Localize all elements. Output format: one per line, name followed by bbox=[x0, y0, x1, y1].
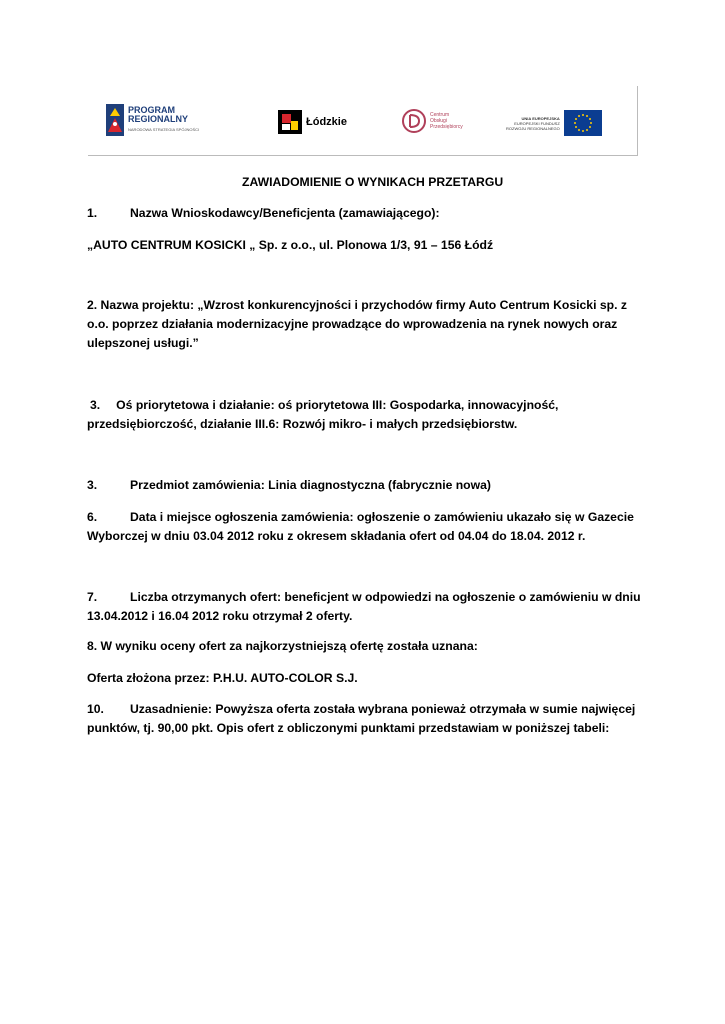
section-10-number: 10. bbox=[87, 702, 104, 716]
program-regionalny-emblem-icon bbox=[106, 104, 124, 136]
section-1-heading bbox=[87, 204, 647, 223]
section-1-number: 1. bbox=[87, 206, 98, 220]
eu-logo-line3: ROZWOJU REGIONALNEGO bbox=[506, 125, 560, 131]
section-7-offers-count bbox=[87, 588, 647, 626]
program-logo-line1: PROGRAM bbox=[128, 105, 175, 115]
section-6-announcement bbox=[87, 508, 647, 546]
section-7-number: 7. bbox=[87, 590, 98, 604]
section-6-text: Data i miejsce ogłoszenia zamówienia: ogłoszenie o zamówieniu ukazało się w Gazecie Wyborczej w dniu 03.04 2012 roku z okresem składania ofert od 04.04 do 18.04. 2012 r. bbox=[87, 510, 634, 543]
lodzkie-logo bbox=[278, 110, 347, 134]
section-10-justification bbox=[87, 700, 647, 738]
centrum-logo-line1: Centrum bbox=[430, 112, 450, 118]
section-3a-number: 3. bbox=[90, 398, 101, 412]
program-regionalny-logo bbox=[106, 104, 199, 136]
beneficiary-name: „AUTO CENTRUM KOSICKI „ Sp. z o.o., ul. Plonowa 1/3, 91 – 156 Łódź bbox=[87, 238, 494, 252]
eu-logo bbox=[506, 110, 602, 136]
centrum-logo-line2: Obsługi bbox=[430, 118, 447, 124]
section-1-text: Nazwa Wnioskodawcy/Beneficjenta (zamawiającego): bbox=[130, 206, 440, 220]
eu-flag-icon bbox=[564, 110, 602, 136]
section-3b-text: Przedmiot zamówienia: Linia diagnostyczna (fabrycznie nowa) bbox=[130, 478, 491, 492]
program-logo-sub: NARODOWA STRATEGIA SPÓJNOŚCI bbox=[128, 127, 200, 132]
eu-logo-line2: EUROPEJSKI FUNDUSZ bbox=[514, 120, 560, 126]
lodzkie-logo-label: Łódzkie bbox=[306, 116, 347, 128]
document-title: ZAWIADOMIENIE O WYNIKACH PRZETARGU bbox=[242, 175, 504, 189]
program-logo-line2: REGIONALNY bbox=[128, 114, 189, 124]
section-6-number: 6. bbox=[87, 510, 98, 524]
centrum-logo-line3: Przedsiębiorcy bbox=[430, 124, 463, 130]
logo-bar-divider bbox=[637, 86, 638, 156]
winning-offer: Oferta złożona przez: P.H.U. AUTO-COLOR S.J. bbox=[87, 671, 358, 685]
lodzkie-emblem-icon bbox=[278, 110, 302, 134]
logo-bar-underline bbox=[88, 155, 638, 156]
section-7-text: Liczba otrzymanych ofert: beneficjent w odpowiedzi na ogłoszenie o zamówieniu w dniu 13.04.2012 i 16.04 2012 roku otrzymał 2 oferty. bbox=[87, 590, 641, 623]
centrum-obslugi-logo bbox=[401, 108, 463, 134]
section-10-text: Uzasadnienie: Powyższa oferta została wybrana ponieważ otrzymała w sumie najwięcej punktów, tj. 90,00 pkt. Opis ofert z obliczonymi punktami przedstawiam w poniższej tabeli: bbox=[87, 702, 636, 735]
eu-logo-line1: UNIA EUROPEJSKA bbox=[521, 115, 560, 121]
section-8-result: 8. W wyniku oceny ofert za najkorzystniejszą ofertę została uznana: bbox=[87, 639, 478, 653]
section-3a-text: Oś priorytetowa i działanie: oś priorytetowa III: Gospodarka, innowacyjność, przedsiębiorczość, działanie III.6: Rozwój mikro- i małych przedsiębiorstw. bbox=[87, 398, 559, 431]
section-2-project-name: 2. Nazwa projektu: „Wzrost konkurencyjności i przychodów firmy Auto Centrum Kosicki sp. z o.o. poprzez działania modernizacyjne prowadzące do wprowadzenia na rynek nowych oraz ulepszonej usługi.” bbox=[87, 298, 627, 350]
centrum-obslugi-emblem-icon bbox=[401, 108, 427, 134]
section-3-priority bbox=[87, 396, 647, 434]
section-3b-number: 3. bbox=[87, 478, 98, 492]
section-3-subject bbox=[87, 476, 647, 495]
logo-bar bbox=[88, 86, 638, 156]
